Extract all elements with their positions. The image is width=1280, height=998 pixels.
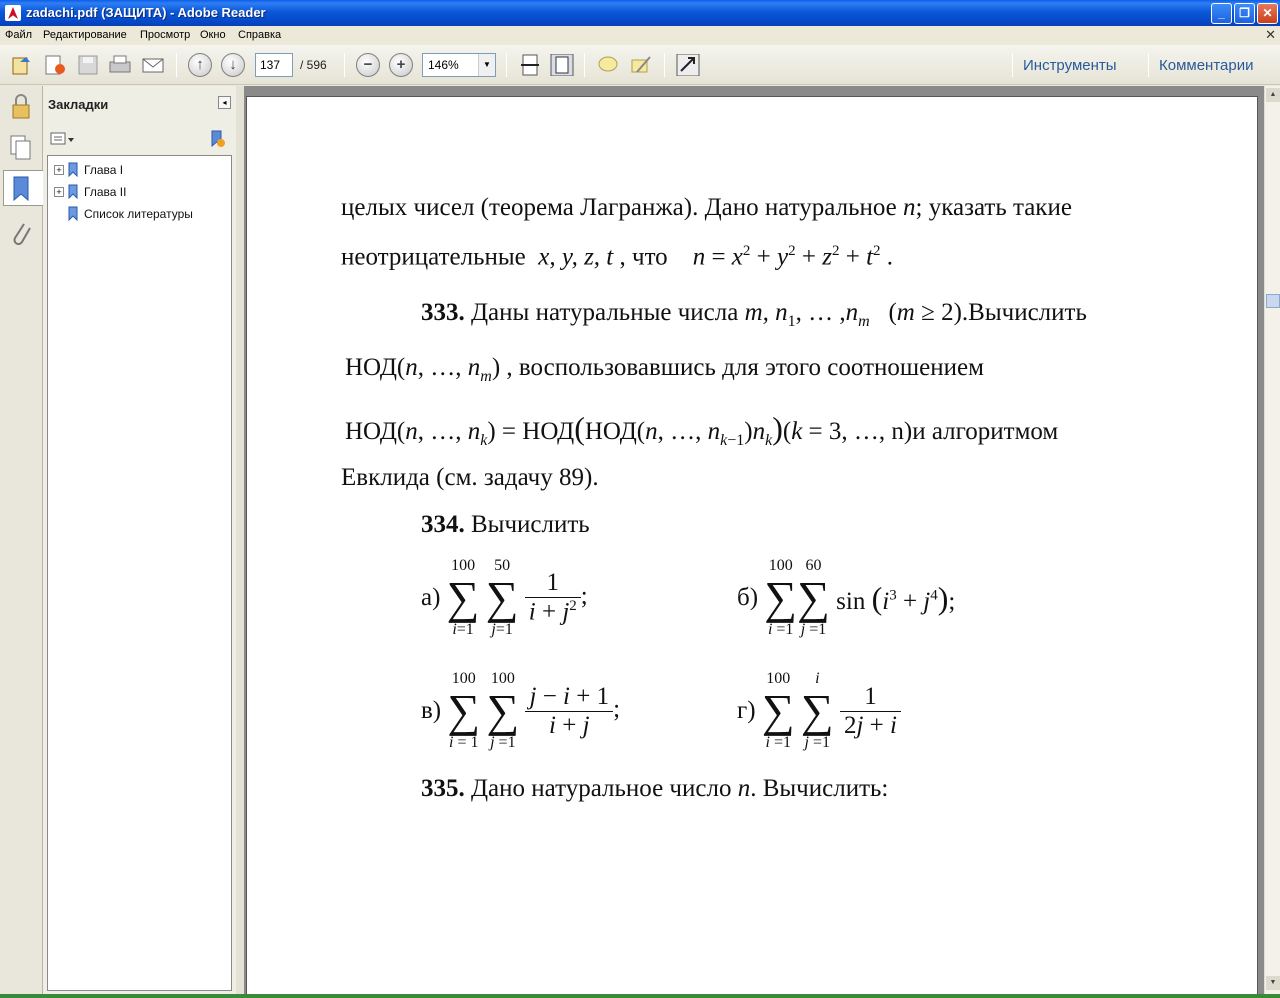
zoom-out-button[interactable]: − <box>356 53 380 77</box>
menu-bar <box>0 26 1280 45</box>
document-viewport <box>244 86 1264 994</box>
bookmark-icon <box>4 171 38 207</box>
save-icon[interactable] <box>76 54 100 76</box>
expand-icon[interactable]: + <box>54 165 64 175</box>
doc-line-1: целых чисел (теорема Лагранжа). Дано натуральное n; указать такие <box>341 194 1072 221</box>
scroll-up-icon[interactable]: ▲ <box>1266 88 1280 102</box>
zoom-value: 146% <box>428 58 459 72</box>
expand-icon[interactable]: + <box>54 187 64 197</box>
comment-icon[interactable] <box>596 54 620 76</box>
collapse-panel-button[interactable]: ◂ <box>218 96 231 109</box>
tools-button[interactable]: Инструменты <box>1023 57 1117 74</box>
window-title: zadachi.pdf (ЗАЩИТА) - Adobe Reader <box>26 5 266 20</box>
doc-line-2: неотрицательные x, y, z, t , что $n = x^2 + y^2 + z^2 + t^2$ . <box>341 243 894 271</box>
page-number-input[interactable]: 137 <box>255 53 293 77</box>
bookmarks-tab[interactable] <box>3 170 44 206</box>
bookmarks-panel <box>43 86 236 994</box>
gcd-line-2: НОД(n, …, $n_k) = НОД(НОД(n$, …, $n_{k-1})n_k)(k = 3$, …, n)и алгоритмом <box>345 410 1059 449</box>
problem-334: 334. Вычислить <box>421 511 590 538</box>
bookmark-icon <box>67 162 79 177</box>
menu-edit[interactable]: Редактирование <box>43 29 127 41</box>
previous-page-button[interactable]: ↑ <box>188 53 212 77</box>
security-lock-icon[interactable] <box>4 90 38 126</box>
bookmark-icon <box>67 184 79 199</box>
close-button[interactable]: ✕ <box>1257 3 1278 24</box>
create-pdf-icon[interactable] <box>43 54 67 76</box>
bookmarks-header: Закладки <box>48 97 109 112</box>
minimize-button[interactable]: _ <box>1211 3 1232 24</box>
bookmarks-toolbar <box>47 128 232 152</box>
scroll-mode-icon[interactable] <box>518 54 542 76</box>
formula-b: б) 100 ∑ i =1 60 ∑ j =1 $\sin (i^3 + j^4)$; <box>737 557 956 638</box>
adobe-reader-icon <box>5 5 21 21</box>
menu-window[interactable]: Окно <box>200 29 226 41</box>
page-total: / 596 <box>300 58 327 72</box>
problem-335: 335. Дано натуральное число n. Вычислить: <box>421 775 889 802</box>
status-strip <box>0 994 1280 998</box>
expand-icon[interactable] <box>676 54 700 76</box>
open-file-icon[interactable] <box>10 54 34 76</box>
document-close-icon[interactable]: ✕ <box>1265 27 1276 42</box>
bookmark-options-icon[interactable] <box>50 131 76 147</box>
window-titlebar <box>0 0 1280 26</box>
menu-help[interactable]: Справка <box>238 29 282 41</box>
fit-page-icon[interactable] <box>550 54 574 76</box>
zoom-select[interactable] <box>422 53 496 77</box>
maximize-button[interactable]: ❐ <box>1234 3 1255 24</box>
euclid-line: Евклида (см. задачу 89). <box>341 464 599 491</box>
formula-v: в) 100 ∑ i = 1 100 ∑ j =1 $\frac{j - i + 1}{i + j}$ ; <box>421 670 621 751</box>
zoom-in-button[interactable]: + <box>389 53 413 77</box>
chevron-down-icon[interactable]: ▼ <box>478 54 495 76</box>
bookmarks-tree <box>47 155 232 991</box>
scroll-thumb[interactable] <box>1266 294 1280 308</box>
menu-view[interactable]: Просмотр <box>140 29 191 41</box>
panel-splitter[interactable] <box>236 86 244 994</box>
formula-g: г) 100 ∑ i =1 i ∑ j =1 $\frac{1}{2j + i}$ <box>737 670 901 752</box>
bookmark-references[interactable]: Список литературы <box>54 206 229 224</box>
bookmark-chapter-2[interactable]: + Глава II <box>54 184 224 202</box>
pdf-page <box>246 96 1258 994</box>
vertical-scrollbar[interactable] <box>1264 86 1280 994</box>
menu-file[interactable]: Файл <box>5 29 33 41</box>
attachments-paperclip-icon[interactable] <box>4 216 38 252</box>
new-bookmark-icon[interactable] <box>207 129 227 149</box>
gcd-line-1: НОД(n, …, $n_m$) , воспользовавшись для этого соотношением <box>345 354 984 385</box>
formula-a: а) 100 ∑ i=1 50 ∑ j=1 $\frac{1}{i + j^2}$ ; <box>421 557 588 638</box>
scroll-down-icon[interactable]: ▼ <box>1266 976 1280 990</box>
bookmark-icon <box>67 206 79 221</box>
next-page-button[interactable]: ↓ <box>221 53 245 77</box>
bookmark-chapter-1[interactable]: + Глава I <box>54 162 224 180</box>
comments-button[interactable]: Комментарии <box>1159 57 1254 74</box>
email-icon[interactable] <box>141 54 165 76</box>
navigation-panel <box>0 86 43 994</box>
page-thumbnails-icon[interactable] <box>4 130 38 166</box>
highlight-icon[interactable] <box>629 54 653 76</box>
problem-333: 333. Даны натуральные числа m, $n_1$, … $,n_m$ (m ≥ 2).Вычислить <box>421 299 1087 330</box>
print-icon[interactable] <box>108 54 132 76</box>
